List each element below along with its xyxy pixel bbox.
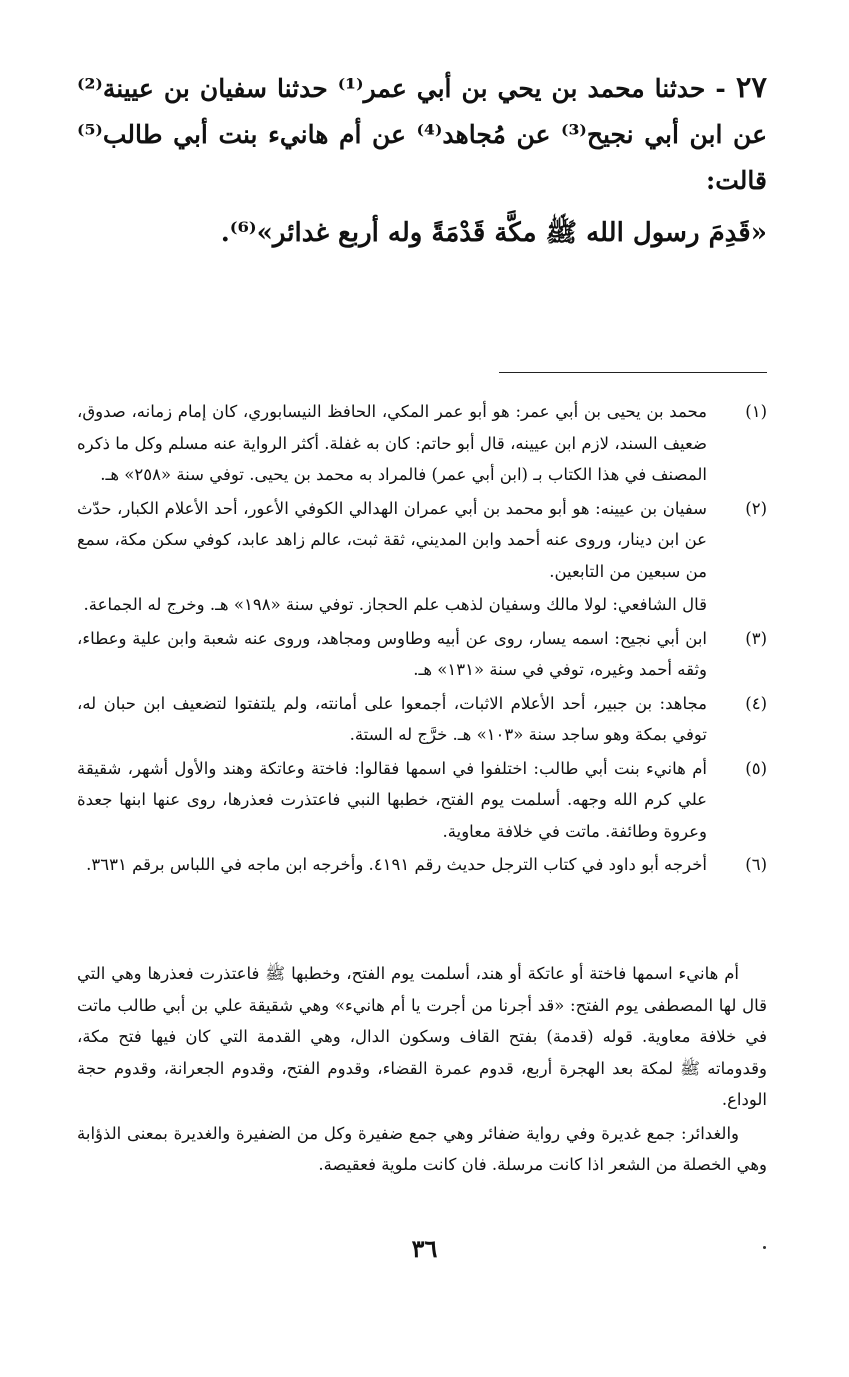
commentary-paragraph: أم هانيء اسمها فاختة أو عاتكة أو هند، أسلمت يوم الفتح، وخطبها ﷺ فاعتذرت فعذرها وهي التي قال لها المصطفى يوم الفتح: «قد أجرنا من أجرت يا أم هانيء» وهي شقيقة علي بن أبي طالب ماتت في خلافة معاوية. قوله (قدمة) بفتح القاف وسكون الدال، وهي القدمة التي كان فيها فتح مكة، وقدوماته ﷺ لمكة بعد الهجرة أربع، قدوم عمرة القضاء، وقدوم الفتح، وقدوم الجعرانة، وقدوم حجة الوداع. (77, 964, 767, 1109)
footnote-text: محمد بن يحيى بن أبي عمر: هو أبو عمر المكي، الحافظ النيسابوري، كان إمام زمانه، صدوق، ضعيف السند، لازم ابن عيينه، قال أبو حاتم: كان به غفلة. أكثر الرواية عنه مسلم وكل ما ذكره المصنف في هذا الكتاب بـ (ابن أبي عمر) فالمراد به محمد بن يحيى. توفي سنة «٢٥٨» هـ. (77, 402, 707, 484)
footnote-5 (77, 753, 767, 848)
footnote-body (77, 753, 707, 848)
margin-dot (763, 1246, 766, 1249)
commentary-paragraph: والغدائر: جمع غديرة وفي رواية ضفائر وهي جمع ضفيرة وكل من الضفيرة والغديرة بمعنى الذؤابة وهي الخصلة من الشعر اذا كانت مرسلة. فان كانت ملوية فعقيصة. (77, 1123, 767, 1174)
footnote-body (77, 493, 707, 621)
footnote-text: أخرجه أبو داود في كتاب الترجل حديث رقم ٤١٩١. وأخرجه ابن ماجه في اللباس برقم ٣٦٣١. (86, 855, 707, 874)
footnote-2 (77, 493, 767, 621)
footnote-body (77, 688, 707, 751)
footnote-divider (499, 372, 767, 373)
footnote-body (77, 849, 707, 881)
commentary (77, 958, 767, 1183)
footnote-text: ابن أبي نجيح: اسمه يسار، روى عن أبيه وطاوس ومجاهد، وروى عنه شعبة وابن علية وعطاء، وثقه أحمد وغيره، توفي في سنة «١٣١» هـ. (77, 628, 707, 679)
footnote-number: (٥) (745, 758, 767, 778)
footnote-1 (77, 396, 767, 491)
footnote-6 (77, 849, 767, 881)
footnote-text: سفيان بن عيينه: هو أبو محمد بن أبي عمران الهدالي الكوفي الأعور، أحد الأعلام الكبار، حدّث عن ابن دينار، وروى عنه أحمد وابن المديني، ثقة ثبت، عالم زاهد عابد، كوفي سكن مكة، سمع من سبعين من التابعين. (77, 498, 707, 581)
page-number: ٣٦ (411, 1234, 438, 1263)
footnote-3 (77, 623, 767, 686)
hadith-isnad: - حدثنا محمد بن يحي بن أبي عمر⁽¹⁾ حدثنا سفيان بن عيينة⁽²⁾ عن ابن أبي نجيح⁽³⁾ عن مُجاهد⁽⁴⁾ عن أم هانيء بنت أبي طالب⁽⁵⁾ قالت: (77, 74, 767, 195)
footnote-text: أم هانيء بنت أبي طالب: اختلفوا في اسمها فقالوا: فاختة وعاتكة وهند والأول أشهر، شقيقة علي كرم الله وجهه. أسلمت يوم الفتح، خطبها النبي فاعتذرت فعذرها، روى عنها ابنها جعدة وعروة وطائفة. ماتت في خلافة معاوية. (77, 758, 707, 841)
footnote-text: قال الشافعي: لولا مالك وسفيان لذهب علم الحجاز. توفي سنة «١٩٨» هـ. وخرج له الجماعة. (83, 595, 707, 614)
footnote-text: مجاهد: بن جبير، أحد الأعلام الاثبات، أجمعوا على أمانته، ولم يلتفتوا لتضعيف ابن حبان له، توفي بمكة وهو ساجد سنة «١٠٣» هـ. خرَّج له الستة. (77, 693, 707, 744)
footnote-number: (٤) (745, 693, 767, 713)
hadith-number: ٢٧ (735, 70, 767, 104)
footnote-4 (77, 688, 767, 751)
footnote-number: (١) (745, 402, 767, 421)
footnote-body (77, 396, 707, 491)
footnotes (77, 396, 767, 883)
hadith-matn: «قَدِمَ رسول الله ﷺ مكَّة قَدْمَةً وله أربع غدائر»⁽⁶⁾. (220, 218, 767, 248)
footnote-number: (٣) (745, 628, 767, 648)
hadith-block (77, 64, 767, 258)
footnote-body (77, 623, 707, 686)
footnote-number: (٦) (745, 855, 767, 874)
footnote-number: (٢) (745, 498, 767, 518)
